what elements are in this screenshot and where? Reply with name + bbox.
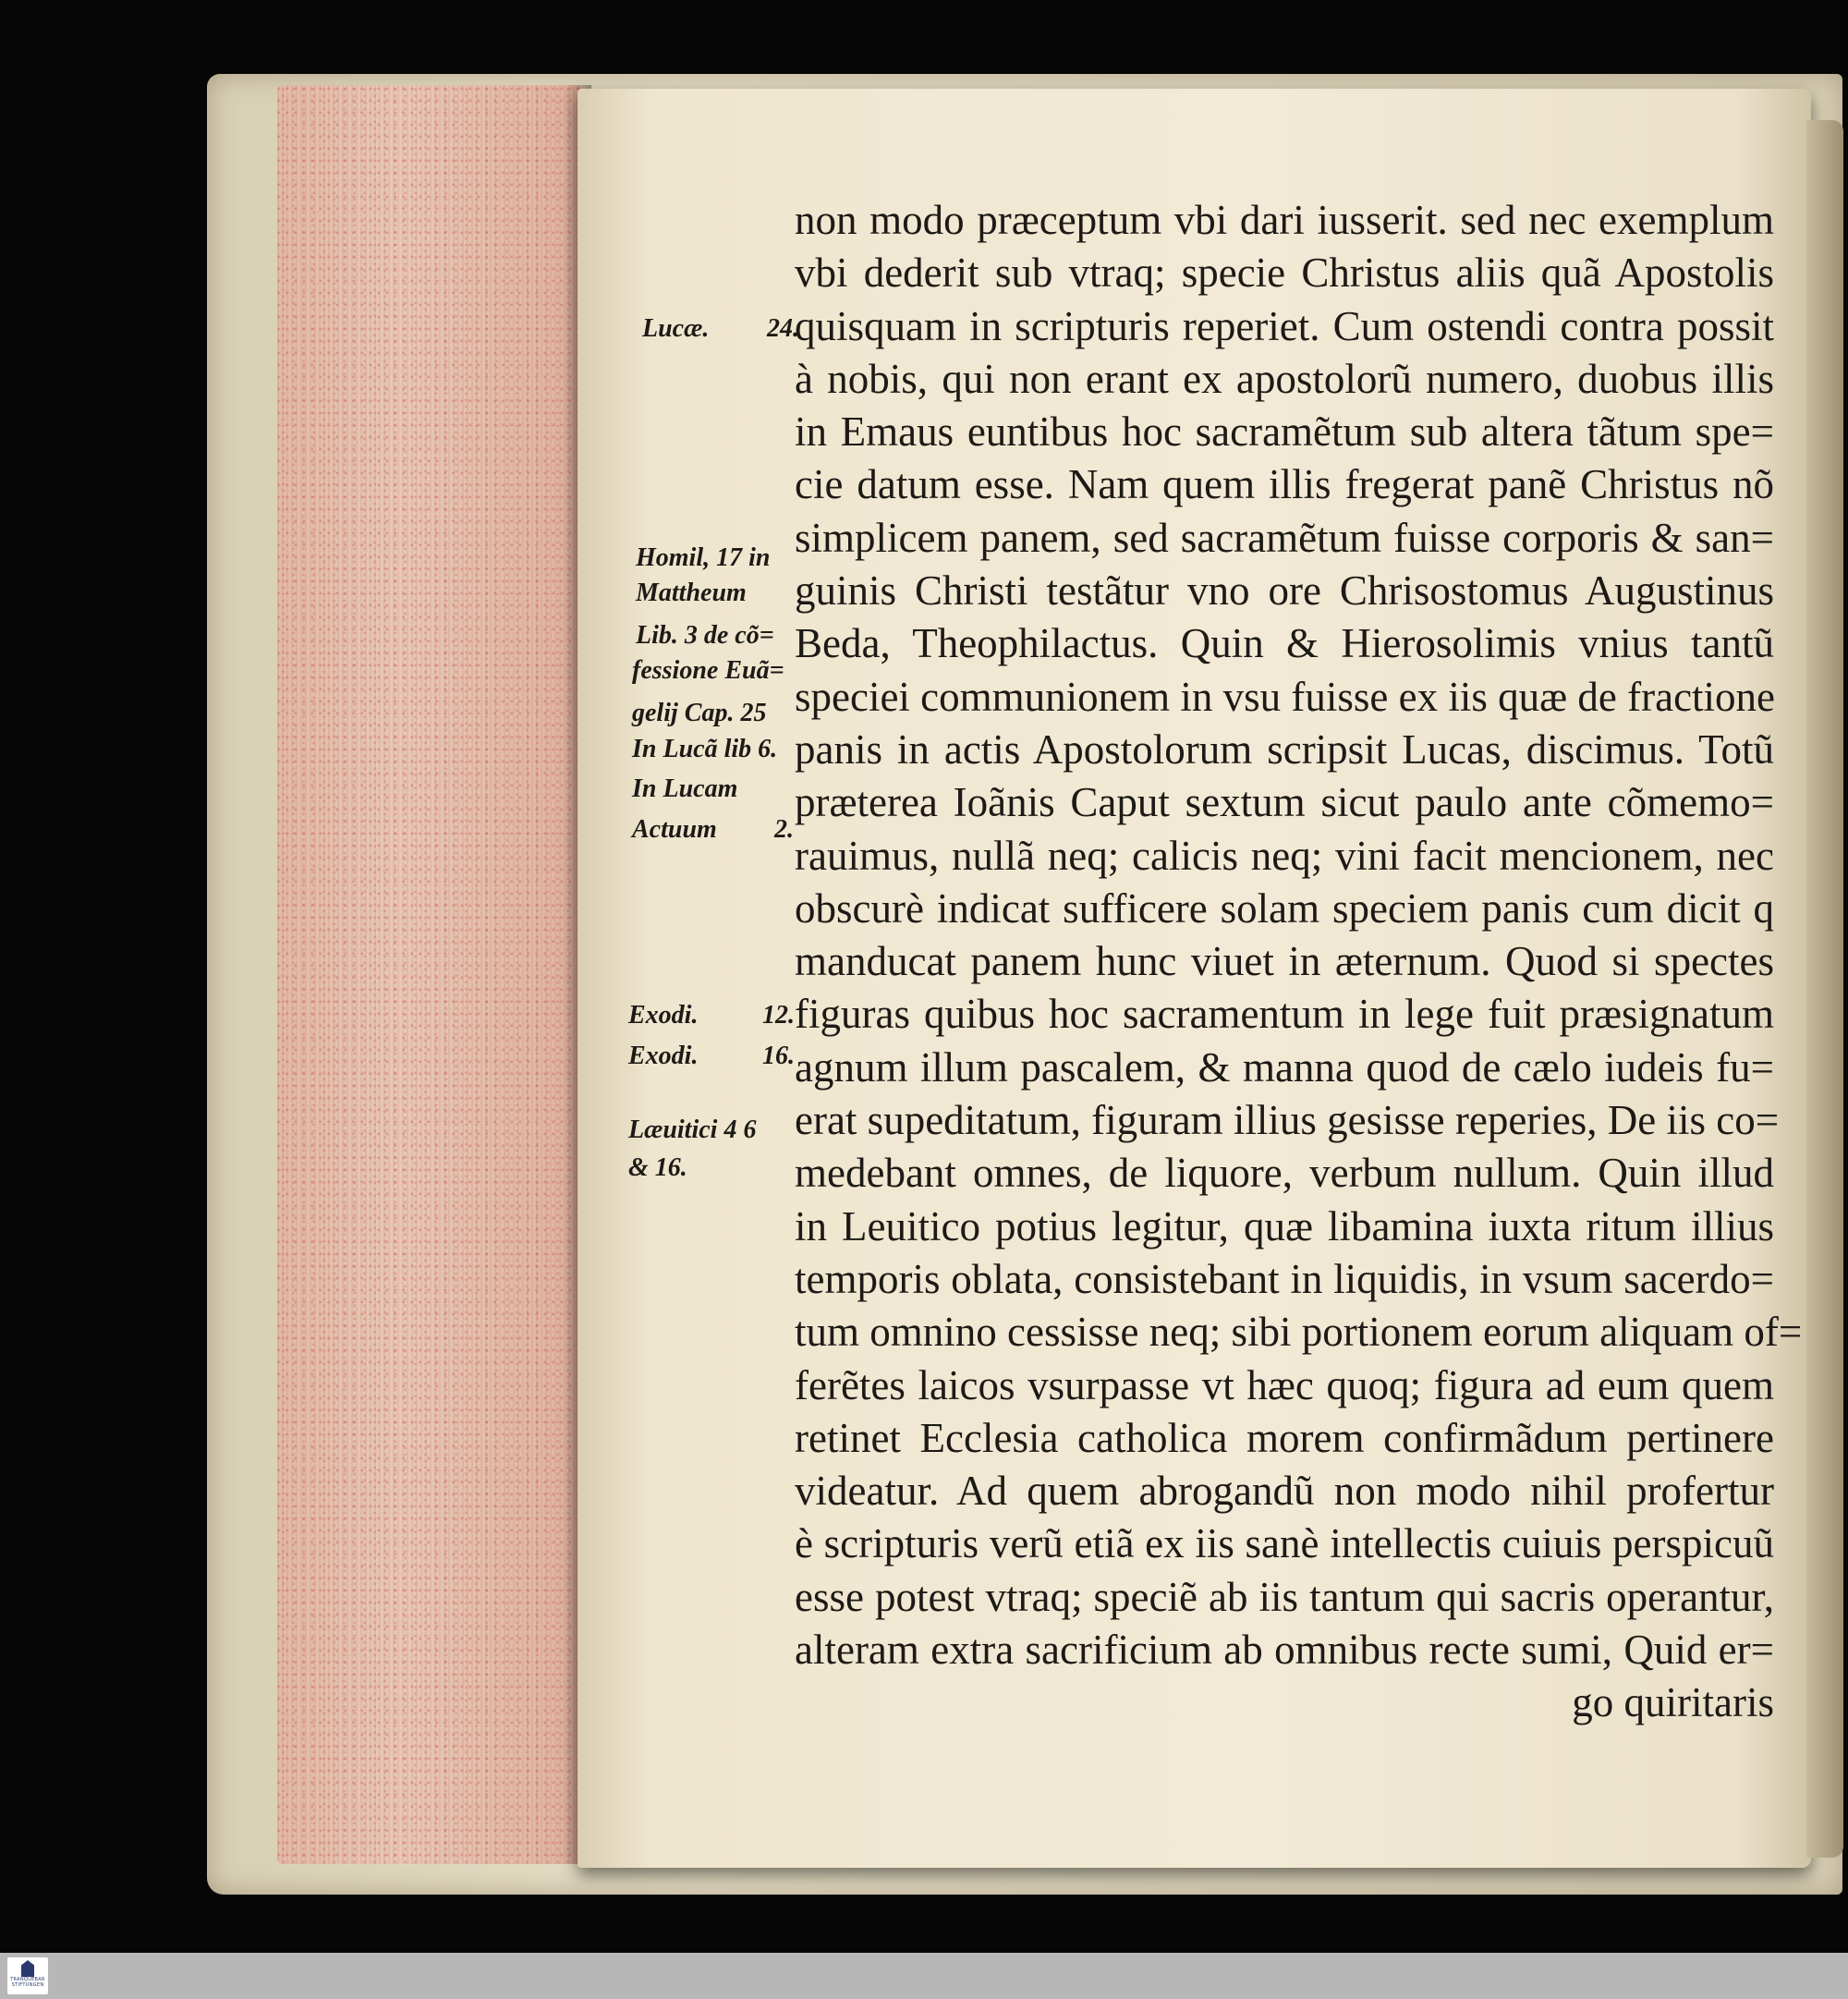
text-line: videatur. Ad quem abrogandũ non modo nihil profertur [795,1468,1774,1515]
text-line: Beda, Theophilactus. Quin & Hierosolimis vnius tantũ [795,620,1774,667]
text-line: in Leuitico potius legitur, quæ libamina iuxta ritum illius [795,1202,1774,1249]
text-line: panis in actis Apostolorum scripsit Lucas, discimus. Totũ [795,725,1774,773]
margin-note-text: fessione Euã= [632,656,784,685]
margin-note-ref: 16. [762,1042,795,1070]
margin-note [628,1115,804,1145]
margin-note [628,1001,795,1030]
catchword-line: go quiritaris [1572,1679,1774,1726]
margin-note-ref: 2. [774,815,794,844]
text-line: quisquam in scripturis reperiet. Cum ostendi contra possit [795,302,1774,349]
text-line: esse potest vtraq; speciẽ ab iis tantum qui sacris operantur, [795,1573,1774,1620]
text-line: in Emaus euntibus hoc sacramẽtum sub altera tãtum spe= [795,408,1774,456]
text-line: manducat panem hunc viuet in æternum. Quod si spectes [795,938,1774,985]
institution-logo[interactable] [7,1957,48,1994]
page-body-text [795,194,1803,1730]
text-line: alteram extra sacrificium ab omnibus recte sumi, Quid er= [795,1627,1774,1674]
margin-note-text: Homil, 17 in [636,543,771,572]
margin-note [632,815,794,845]
margin-note-text: Læuitici 4 6 [628,1115,757,1144]
text-line: simplicem panem, sed sacramẽtum fuisse corporis & san= [795,514,1774,561]
text-line: è scripturis verũ etiã ex iis sanè intellectis cuiuis perspicuũ [795,1520,1774,1567]
margin-note [632,735,808,764]
margin-note [632,774,808,804]
text-line: erat supeditatum, figuram illius gesisse reperies, De iis co= [795,1097,1780,1144]
margin-note-text: Exodi. [628,1001,699,1030]
logo-wordmark: TRANQUEBAR STIFTUNGEN [10,1977,45,1988]
margin-note-ref: 24. [767,314,799,343]
text-line: præterea Ioãnis Caput sextum sicut paulo ante cõmemo= [795,779,1774,826]
text-line: retinet Ecclesia catholica morem confirmãdum pertinere [795,1414,1774,1461]
margin-note-text: In Lucam [632,774,738,803]
margin-note-text: In Lucã lib 6. [632,735,778,763]
margin-note [636,543,811,573]
margin-note-text: Lib. 3 de cõ= [636,621,774,650]
text-line: temporis oblata, consistebant in liquidis, in vsum sacerdo= [795,1255,1774,1302]
text-line: figuras quibus hoc sacramentum in lege fuit præsignatum [795,991,1774,1038]
margin-note [636,579,811,608]
margin-note-text: Lucæ. [642,314,710,343]
text-line: ferẽtes laicos vsurpasse vt hæc quoq; figura ad eum quem [795,1361,1774,1408]
margin-note-text: Exodi. [628,1042,699,1070]
margin-note-text: Actuum [632,815,717,844]
margin-note-ref: 12. [762,1001,795,1030]
margin-note-text: & 16. [628,1153,687,1182]
margin-note [632,699,808,728]
margin-note [628,1153,804,1183]
viewer-bottom-bar [0,1953,1848,1999]
margin-note-text: gelij Cap. 25 [632,699,767,727]
margin-note-text: Mattheum [636,579,747,607]
text-line: vbi dederit sub vtraq; specie Christus aliis quã Apostolis [795,250,1774,297]
text-line: tum omnino cessisse neq; sibi portionem eorum aliquam of= [795,1309,1803,1356]
building-icon [21,1960,34,1977]
margin-note [632,656,808,686]
text-line: rauimus, nullã neq; calicis neq; vini facit mencionem, nec [795,832,1774,879]
margin-note [628,1042,795,1071]
text-line: medebant omnes, de liquore, verbum nullum. Quin illud [795,1150,1774,1197]
text-line: non modo præceptum vbi dari iusserit. sed nec exemplum [795,197,1774,243]
facing-page-edge [1806,120,1843,1858]
text-line: agnum illum pascalem, & manna quod de cælo iudeis fu= [795,1043,1774,1091]
text-line: speciei communionem in vsu fuisse ex iis quæ de fractione [795,673,1776,720]
text-line: guinis Christi testãtur vno ore Chrisostomus Augustinus [795,567,1774,615]
text-line: cie datum esse. Nam quem illis fregerat panẽ Christus nõ [795,461,1774,508]
sprinkled-fore-edge [277,85,582,1864]
text-line: à nobis, qui non erant ex apostolorũ numero, duobus illis [795,355,1774,402]
margin-note [642,314,799,344]
margin-note [636,621,811,651]
text-line: obscurè indicat sufficere solam speciem panis cum dicit q [795,884,1774,932]
